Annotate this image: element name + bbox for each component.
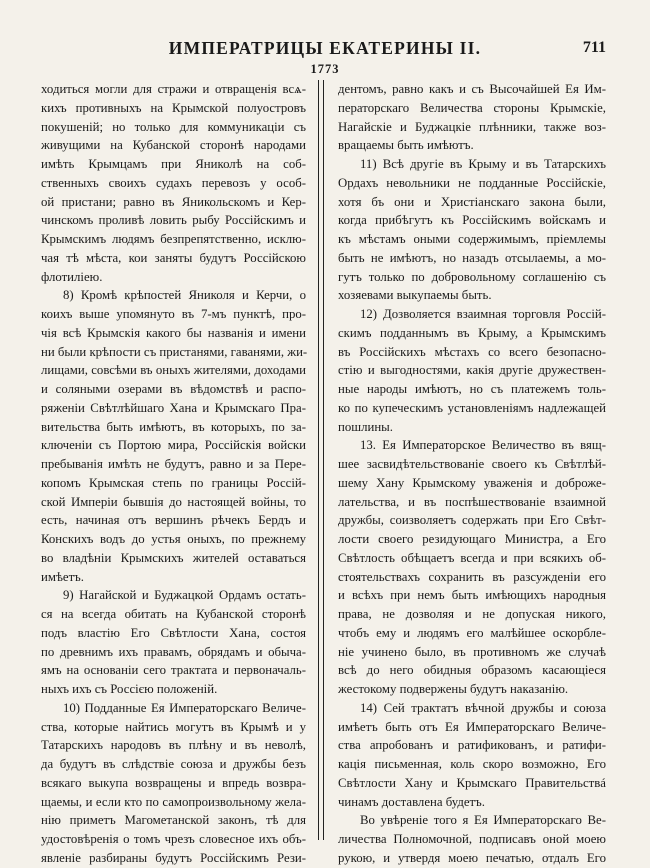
year-marker: 1773: [310, 62, 340, 76]
text-line: чинамъ доставлена будетъ.: [338, 794, 485, 809]
text-line: ся на всегда обитать на Кубанской сторонѣ: [41, 607, 306, 621]
text-line: покушеній; но только для коммуникаціи съ: [41, 119, 306, 134]
text-line: ключеніи съ Портою мира, Россійскія войски: [41, 438, 306, 453]
text-line: лательства, и въ поспѣшествованіе взаимной: [338, 494, 606, 509]
running-head: [0, 38, 650, 62]
text-line: Ордахъ невольники не подданные Россійскіе,: [338, 175, 606, 190]
text-line: и всѣхъ при немъ быть имѣющихъ народныя: [338, 588, 606, 603]
text-line: да будутъ въ слѣдствіе союза и дружбы безъ: [41, 757, 306, 771]
text-line: ской Имперіи бывшія до настоящей войны, то: [41, 494, 306, 509]
text-line: явленіе разбираны будутъ Россійскимъ Рези-: [41, 850, 306, 865]
text-line: копомъ Крымская степь по границы Россій-: [41, 475, 306, 490]
text-line: во владѣніи Крымскихъ жителей оставаться: [41, 550, 306, 565]
text-line: къ мѣстамъ оными содержимымъ, пріемлемы: [338, 232, 606, 246]
text-line: въ Россійскихъ мѣстахъ со всего безопасно-: [338, 344, 606, 359]
text-line: шее засвидѣтельствованіе своего къ Свѣтлѣй-: [338, 457, 606, 471]
text-line: дружбы, соизволяетъ содержать при Его Свѣт-: [338, 513, 606, 528]
text-line: удостовѣренія о томъ чрезъ словесное ихъ объ-: [41, 832, 306, 846]
text-line: 8) Кромѣ крѣпостей Яниколя и Керчи, о: [63, 288, 306, 303]
text-line: ства, которые найтись могутъ въ Крымѣ и у: [41, 719, 306, 734]
text-line: чтобъ ему и людямъ его малѣйшее оскорбле-: [338, 625, 606, 640]
text-line: вительства быть имѣютъ, въ которыхъ, по за-: [41, 419, 306, 434]
text-line: чая тѣ мѣста, кои заняты будутъ Россійскою: [41, 250, 306, 265]
text-line: 9) Нагайской и Буджацкой Ордамъ остать-: [63, 588, 306, 603]
text-line: всякаго выкупа возвращены и впредь возвра-: [41, 775, 306, 790]
text-line: ства апробованъ и ратификованъ, и ратифи-: [338, 738, 606, 753]
text-line: пошлины.: [338, 419, 393, 434]
text-line: нію приметъ Магометанской законъ, тѣ для: [41, 813, 306, 828]
text-line: имѣетъ.: [41, 569, 84, 584]
text-line: лищами, совсѣми въ оныхъ жителями, доходами: [41, 363, 306, 378]
text-line: кихъ противныхъ на Крымской полуостровъ: [41, 100, 306, 115]
text-line: чія всѣ Крымскія какого бы названія и имени: [41, 325, 306, 340]
text-line: хозяевами выкупаемы быть.: [338, 288, 492, 303]
text-line: чинскомъ проливѣ ловить рыбу Россійскимъ и: [41, 213, 306, 228]
running-title: ИМПЕРАТРИЦЫ ЕКАТЕРИНЫ II.: [168, 38, 482, 58]
text-line: щаемы, и если кто по самопроизвольному жела-: [41, 794, 306, 809]
text-line: Во увѣреніе того я Ея Императорскаго Ве-: [360, 813, 606, 828]
text-line: по древнимъ ихъ правамъ, обрядамъ и обыча-: [41, 644, 306, 659]
text-line: рукою, и утвердя моею печатью, отдалъ Его: [338, 850, 606, 865]
text-line: скимъ подданнымъ въ Крыму, а Крымскимъ: [338, 325, 606, 340]
text-line: 13. Ея Императорское Величество въ вящ-: [360, 438, 606, 453]
page-number: 711: [582, 39, 606, 56]
text-line: коихъ выше упомянуто въ 7-мъ пунктѣ, про-: [41, 307, 306, 321]
text-line: пребыванія имѣть не будутъ, равно и за Пере-: [41, 457, 306, 471]
text-line: когда прибѣгутъ къ Россійскимъ войскамъ и: [338, 213, 606, 228]
text-line: Конскихъ водъ до устья оныхъ, по прежнему: [41, 532, 306, 546]
text-line: Свѣтлость обѣщаетъ всегда и при всякихъ об-: [338, 550, 606, 565]
text-line: и соляными озерами въ вѣдомствѣ и распо-: [41, 382, 306, 396]
text-line: хотя бъ они и Христіанскаго закона были,: [338, 194, 606, 209]
text-line: флотиліею.: [41, 269, 103, 284]
text-line: ходиться могли для стражи и отвращенія всѧ-: [41, 82, 306, 96]
text-line: гутъ только по добровольному соглашенію съ: [338, 269, 606, 284]
text-line: права, не дозволяя и не допуская никого,: [338, 607, 606, 621]
text-line: стію и выгодностями, какія другіе дружествен-: [338, 363, 606, 378]
text-line: личества Полномочной, подписавъ оной моею: [338, 832, 606, 846]
text-line: ператорскаго Величества стороны Крымскіе,: [338, 100, 606, 115]
text-line: подъ властію Его Свѣтлости Хана, состоя: [41, 625, 306, 640]
text-line: лости своего резидующаго Министра, а Его: [338, 532, 606, 546]
text-line: жестокому подвержены будутъ наказанію.: [338, 682, 569, 696]
text-line: Крымскимъ людямъ безпрепятственно, исклю-: [41, 232, 306, 246]
text-line: ныхъ ихъ съ Россією положеній.: [41, 682, 218, 696]
text-line: ственныхъ своихъ судахъ перевозъ у особ-: [41, 175, 306, 190]
text-line: шему Хану Крымскому уваженія и доброже-: [338, 475, 606, 490]
text-line: 12) Дозволяется взаимная торговля Россій-: [360, 307, 606, 321]
text-line: ни были крѣпости съ пристанями, гаванями, жи-: [41, 344, 308, 359]
text-line: всѣ до него обидныя образомъ касающіеся: [338, 663, 606, 678]
right-column: [338, 80, 606, 865]
text-line: Свѣтлости Хану и Крымскаго Правительствá: [338, 775, 606, 790]
text-line: ніе учинено было, въ противномъ же случаѣ: [338, 644, 606, 659]
text-line: есть, начиная отъ вершинъ рѣчекъ Бердъ и: [41, 513, 306, 528]
text-line: живущими на Кубанской сторонѣ народами: [41, 138, 306, 153]
text-line: ные народы имѣютъ, но съ платежемъ толь-: [338, 382, 606, 396]
text-line: имѣетъ быть отъ Ея Императорскаго Величе-: [338, 719, 606, 734]
text-line: 14) Сей трактатъ вѣчной дружбы и союза: [360, 700, 606, 715]
text-line: ямъ на основаніи сего трактата и первоначаль-: [41, 663, 306, 678]
text-line: имѣть Крымцамъ при Яниколѣ на соб-: [41, 157, 306, 171]
text-line: ко по купеческимъ установленіямъ надлежащей: [338, 400, 606, 415]
text-line: ой пристани; равно въ Яникольскомъ и Кер-: [41, 194, 306, 209]
column-divider: [318, 80, 324, 840]
text-line: вращаемы быть имѣютъ.: [338, 138, 474, 153]
text-line: быть не имѣютъ, но назадъ отсылаемы, а мо-: [338, 250, 606, 265]
text-line: кація письменная, коль скоро возможно, Его: [338, 757, 606, 771]
text-line: Татарскихъ народовъ въ плѣну и въ неволѣ,: [41, 738, 306, 753]
text-line: 10) Подданные Ея Императорскаго Величе-: [63, 700, 306, 715]
text-line: 11) Всѣ другіе въ Крыму и въ Татарскихъ: [360, 157, 606, 171]
text-line: Нагайскіе и Буджацкіе плѣнники, также воз-: [338, 119, 606, 134]
text-line: дентомъ, равно какъ и съ Высочайшей Ея Им-: [338, 82, 606, 96]
left-column: [41, 80, 308, 865]
text-line: стоятельствахъ сохранить въ разсужденіи его: [338, 569, 606, 584]
text-line: ряженіи Свѣтлѣйшаго Хана и Крымскаго Пра-: [41, 400, 306, 415]
